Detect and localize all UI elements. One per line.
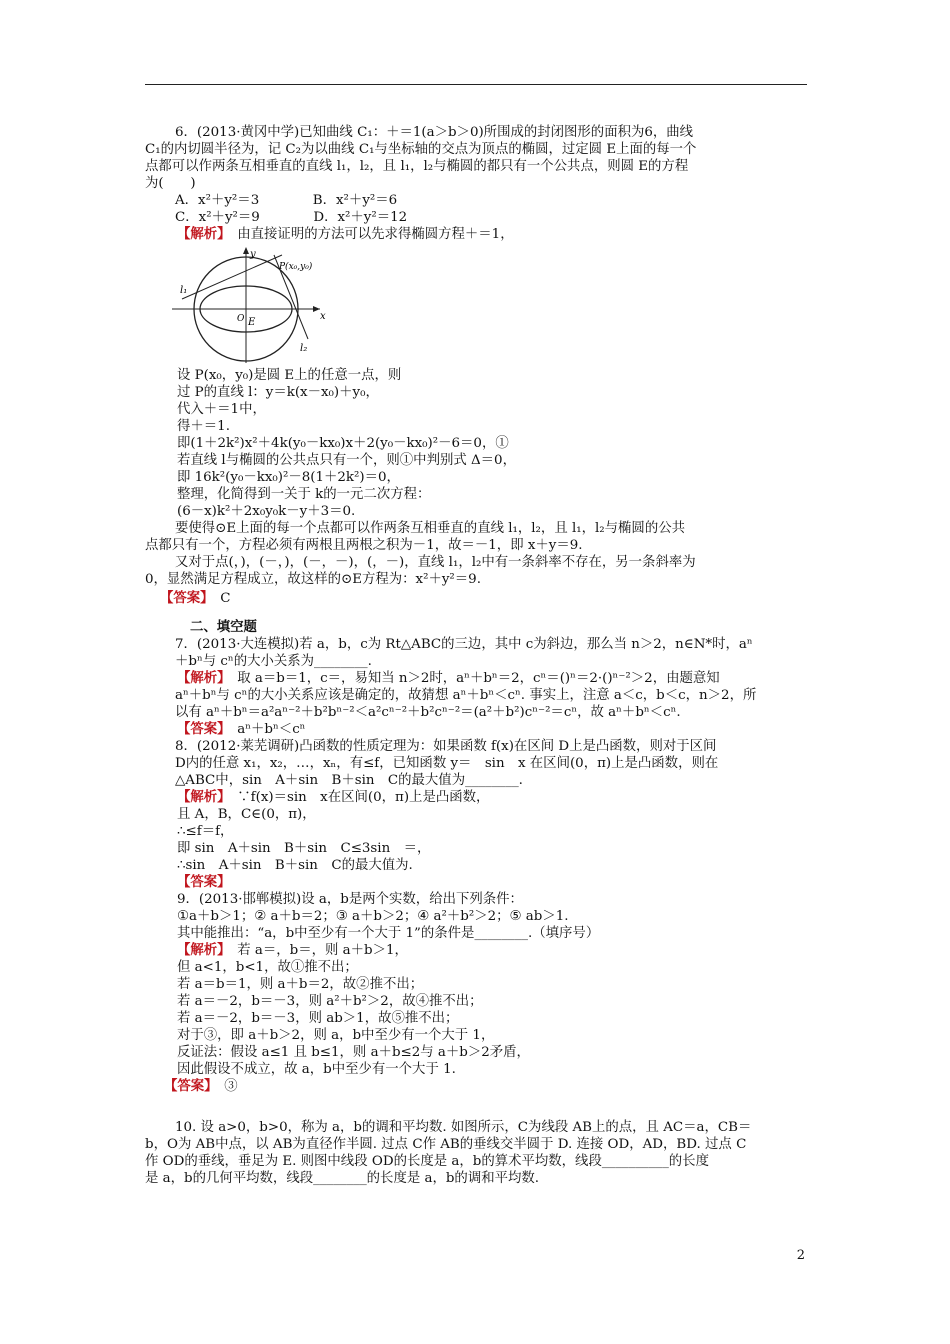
text-line: 6．(2013·黄冈中学)已知曲线 C₁：＋＝1(a＞b＞0)所围成的封闭图形的面积为6，曲线 <box>175 125 694 140</box>
tagged-line-text: aⁿ＋bⁿ＜cⁿ <box>223 722 306 737</box>
label-P: P(x₀,y₀) <box>279 262 313 272</box>
tagged-line-text: 由直接证明的方法可以先求得椭圆方程＋＝1， <box>223 227 514 242</box>
text-line: 其中能推出：“a，b中至少有一个大于 1”的条件是________.（填序号） <box>177 926 600 941</box>
analysis-tag: 【解析】 <box>177 226 224 242</box>
text-line: 9．(2013·邯郸模拟)设 a，b是两个实数，给出下列条件： <box>177 892 523 907</box>
tagged-line <box>177 226 514 243</box>
text-line: 若 a＝－2，b＝－3，则 a²＋b²＞2，故④推不出； <box>177 994 483 1009</box>
text-line: 点都可以作两条互相垂直的直线 l₁，l₂，且 l₁，l₂与椭圆的都只有一个公共点，则圆 E的方程 <box>145 159 689 174</box>
text-line: 代入＋＝1中， <box>177 402 266 417</box>
text-line: 因此假设不成立，故 a，b中至少有一个大于 1. <box>177 1062 456 1077</box>
text-line: A．x²＋y²＝3 B．x²＋y²＝6 <box>175 193 398 208</box>
header-rule <box>145 84 807 85</box>
text-line: b，O为 AB中点，以 AB为直径作半圆. 过点 C作 AB的垂线交半圆于 D. 连接 OD，AD，BD. 过点 C <box>145 1137 747 1152</box>
text-line: 若 a＝－2，b＝－3，则 ab＞1，故⑤推不出； <box>177 1011 459 1026</box>
text-line: 整理，化简得到一关于 k的一元二次方程： <box>177 487 431 502</box>
line-l1 <box>182 255 282 299</box>
text-line: 0，显然满足方程成立，故这样的⊙E方程为：x²＋y²＝9. <box>145 572 481 587</box>
tagged-line <box>164 1078 238 1095</box>
answer-tag: 【答案】 <box>160 590 207 606</box>
text-line: 即 16k²(y₀－kx₀)²－8(1＋2k²)＝0， <box>177 470 400 485</box>
tagged-line <box>160 590 231 607</box>
text-line: C．x²＋y²＝9 D．x²＋y²＝12 <box>175 210 408 225</box>
label-E: E <box>248 317 256 328</box>
text-line: △ABC中，sin A＋sin B＋sin C的最大值为________. <box>175 773 523 788</box>
text-line: 又对于点(，)，(－，)，(－，－)，(，－)，直线 l₁，l₂中有一条斜率不存在，另一条斜率为 <box>175 555 696 570</box>
text-line: 10. 设 a>0，b>0，称为 a，b的调和平均数. 如图所示，C为线段 AB上的点，且 AC＝a，CB＝ <box>175 1120 752 1135</box>
answer-tag: 【答案】 <box>177 721 224 737</box>
text-line: 点都只有一个，方程必须有两根且两根之积为－1，故＝－1，即 x＋y＝9. <box>145 538 583 553</box>
text-line: 7．(2013·大连模拟)若 a，b，c为 Rt△ABC的三边，其中 c为斜边，那么当 n＞2，n∈N*时，aⁿ <box>175 637 753 652</box>
ellipse-circle-figure <box>170 243 330 368</box>
tagged-line-text: 取 a＝b＝1，c＝，易知当 n＞2时，aⁿ＋bⁿ＝2，cⁿ＝()ⁿ＝2·()ⁿ⁻²＞2，由题意知 <box>223 671 720 686</box>
tagged-line-text: C <box>206 591 231 606</box>
text-line: 8．(2012·莱芜调研)凸函数的性质定理为：如果函数 f(x)在区间 D上是凸函数，则对于区间 <box>175 739 717 754</box>
text-line: 且 A，B，C∈(0，π)， <box>177 807 316 822</box>
y-axis-arrow <box>243 247 249 254</box>
text-line: C₁的内切圆半径为，记 C₂为以曲线 C₁与坐标轴的交点为顶点的椭圆，过定圆 E上面的每一个 <box>145 142 697 157</box>
text-line: ∴sin A＋sin B＋sin C的最大值为. <box>177 858 413 873</box>
label-O: O <box>237 314 245 324</box>
text-line: 若直线 l与椭圆的公共点只有一个，则①中判别式 Δ＝0， <box>177 453 516 468</box>
tagged-line <box>177 874 231 891</box>
tagged-line-text: 若 a＝，b＝，则 a＋b＞1， <box>223 943 408 958</box>
text-line: 若 a＝b＝1，则 a＋b＝2，故②推不出； <box>177 977 424 992</box>
text-line: 是 a，b的几何平均数，线段________的长度是 a，b的调和平均数. <box>145 1171 540 1186</box>
text-line: 即 sin A＋sin B＋sin C≤3sin ＝， <box>177 841 431 856</box>
text-line: 过 P的直线 l：y＝k(x－x₀)＋y₀， <box>177 385 379 400</box>
label-l2: l₂ <box>300 343 308 354</box>
text-line: 对于③，即 a＋b＞2，则 a，b中至少有一个大于 1， <box>177 1028 495 1043</box>
tagged-line <box>177 721 305 738</box>
section-heading: 二、填空题 <box>190 619 257 635</box>
text-line: ∴≤f＝f， <box>177 824 234 839</box>
page-number: 2 <box>796 1248 805 1263</box>
text-line: 但 a<1，b<1，故①推不出； <box>177 960 358 975</box>
text-line: 作 OD的垂线，垂足为 E. 则图中线段 OD的长度是 a，b的算术平均数，线段__________的长度 <box>145 1154 709 1169</box>
answer-tag: 【答案】 <box>177 874 231 890</box>
text-line: 要使得⊙E上面的每一个点都可以作两条互相垂直的直线 l₁，l₂，且 l₁，l₂与椭圆的公共 <box>175 521 685 536</box>
text-line: ＋bⁿ与 cⁿ的大小关系为________. <box>175 654 372 669</box>
text-line: 设 P(x₀，y₀)是圆 E上的任意一点，则 <box>177 368 402 383</box>
text-line: 以有 aⁿ＋bⁿ＝a²aⁿ⁻²＋b²bⁿ⁻²＜a²cⁿ⁻²＋b²cⁿ⁻²＝(a²＋b²)cⁿ⁻²＝cⁿ，故 aⁿ＋bⁿ＜cⁿ. <box>175 705 681 720</box>
text-line: ①a＋b＞1；② a＋b＝2；③ a＋b＞2；④ a²＋b²＞2；⑤ ab＞1. <box>177 909 569 924</box>
analysis-tag: 【解析】 <box>177 789 224 805</box>
analysis-tag: 【解析】 <box>177 942 224 958</box>
text-line: 即(1＋2k²)x²＋4k(y₀－kx₀)x＋2(y₀－kx₀)²－6＝0，① <box>177 436 509 451</box>
tagged-line <box>177 789 489 806</box>
text-line: 为( ) <box>145 176 196 191</box>
tagged-line-text: ③ <box>210 1079 238 1094</box>
analysis-tag: 【解析】 <box>177 670 224 686</box>
text-line: D内的任意 x₁，x₂，…，xₙ，有≤f，已知函数 y＝ sin x 在区间(0，π)上是凸函数，则在 <box>175 756 719 771</box>
x-axis-arrow <box>313 306 320 312</box>
label-l1: l₁ <box>180 285 188 296</box>
text-line: 反证法：假设 a≤1 且 b≤1，则 a＋b≤2与 a＋b＞2矛盾， <box>177 1045 530 1060</box>
label-y: y <box>250 249 256 260</box>
text-line: 得＋＝1. <box>177 419 230 434</box>
tagged-line <box>177 942 408 959</box>
label-x: x <box>320 311 326 322</box>
tagged-line <box>177 670 720 687</box>
tagged-line-text: ∵f(x)＝sin x在区间(0，π)上是凸函数， <box>223 790 490 805</box>
text-line: (6－x)k²＋2x₀y₀k－y＋3＝0. <box>177 504 356 519</box>
answer-tag: 【答案】 <box>164 1078 211 1094</box>
text-line: aⁿ＋bⁿ与 cⁿ的大小关系应该是确定的，故猜想 aⁿ＋bⁿ＜cⁿ. 事实上，注意 a＜c，b＜c，n＞2，所 <box>175 688 757 703</box>
